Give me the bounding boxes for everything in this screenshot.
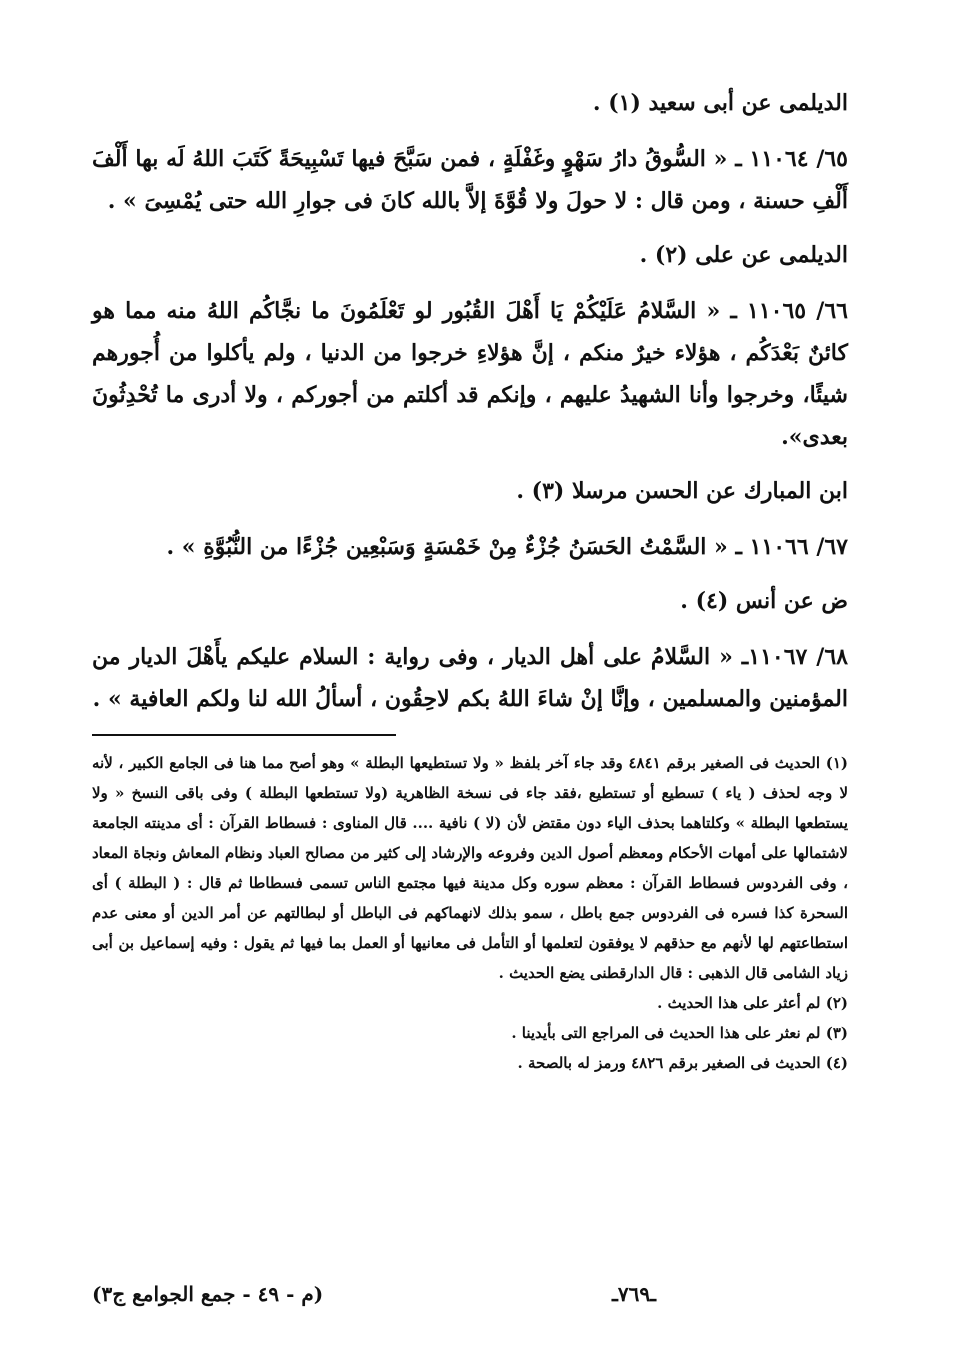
- footnote: (٢) لم أعثر على هذا الحديث .: [657, 994, 848, 1012]
- footnote: (١) الحديث فى الصغير برقم ٤٨٤١ وقد جاء آخر بلفظ « ولا تستطيعها البطلة » وهو أصح مما هنا فى الجامع الكبير ، لأنه لا وجه لحذف ( ياء ) تسطيع أو تستطيع ،فقد جاء فى نسخة الظاهرية (ولا تستطعها البطلة ) وفى باقى النسخ « ولا يستطعها البطلة » وكلتاهما بحذف الياء دون مقتض لأن (لا ) نافية .... قال المناوى : فسطاط القرآن : أى مدينته الجامعة لاشتمالها على أمهات الأحكام ومعظم أصول الدين وفروعه والإرشاد إلى كثير من مصالح العباد ونظام المعاش ونجاة المعاد ، وفى الفردوس فسطاط القرآن : معظم سوره وكل مدينة فيها مجتمع الناس تسمى فسطاطا ثم قال : ( البطلة ) أى السحرة كذا فسره فى الفردوس جمع باطل ، سمو بذلك لانهماكهم فى الباطل أو لبطالتهم عن أمر الدين أو معنى عدم استطاعتهم لها لأنهم مع حذقهم لا يوفقون لتعلمها أو التأمل فى معانيها أو العمل بما فيها ثم يقول : وفيه إسماعيل بن أبى زياد الشامى قال الذهبى : قال الدارقطنى يضع الحديث .: [92, 754, 848, 982]
- hadith-entry: ٦٥/ ١١٠٦٤ ـ « السُّوقُ دارُ سَهْوٍ وغَفْلَةٍ ، فمن سَبَّحَ فيها تَسْبِيحَةً كَتَبَ اللهُ لَه بها أَلْفَ أَلْفِ حسنة ، ومن قال : لا حولَ ولا قُوَّةَ إلاَّ بالله كانَ فى جوارِ الله حتى يُمْسِىَ » .: [92, 146, 848, 214]
- hadith-entry: ٦٧/ ١١٠٦٦ ـ « السَّمْتُ الحَسَنُ جُزْءٌ مِنْ خَمْسَةٍ وَسَبْعِين جُزْءًا من النُّبُوَّةِ » .: [166, 534, 848, 560]
- source-line: الديلمى عن أبى سعيد (١) .: [592, 90, 848, 116]
- source-line: ابن المبارك عن الحسن مرسلا (٣) .: [516, 478, 848, 504]
- footnote: (٣) لم نعثر على هذا الحديث فى المراجع التى بأيدينا .: [511, 1024, 848, 1042]
- hadith-entry: ٦٦/ ١١٠٦٥ ـ « السَّلامُ عَلَيْكُمْ يَا أَهْلَ القُبُور لو تَعْلَمُونَ ما نجَّاكُم اللهُ منه مما هو كائنٌ بَعْدَكُم ، هؤلاء خيرٌ منكم ، إنَّ هؤلاءِ خرجوا من الدنيا ، ولم يأكلوا من أُجورهم شيئًا، وخرجوا وأنا الشهيدُ عليهم ، وإنكم قد أكلتم من أجوركم ، ولا أدرى ما تُحْدِثُونَ بعدى».: [92, 298, 848, 450]
- source-line: ض عن أنس (٤) .: [680, 588, 848, 614]
- footnote-divider: [92, 734, 396, 736]
- page-footer: [92, 1282, 656, 1306]
- source-line: الديلمى عن على (٢) .: [639, 242, 848, 268]
- footnote: (٤) الحديث فى الصغير برقم ٤٨٢٦ ورمز له بالصحة .: [517, 1054, 848, 1072]
- volume-mark: (م - ٤٩ - جمع الجوامع ج٣): [92, 1282, 324, 1306]
- hadith-entry: ٦٨/ ١١٠٦٧ـ « السَّلامُ على أهل الديار ، وفى رواية : السلام عليكم يأَهْلَ الديار من المؤمنين والمسلمين ، وإنَّا إنْ شاءَ اللهُ بكم لاحِقُون ، أسألُ الله لنا ولكم العافية » .: [92, 644, 848, 712]
- page-number: ـ٧٦٩ـ: [612, 1282, 656, 1306]
- main-text: [92, 82, 848, 720]
- footnotes: [92, 748, 848, 1078]
